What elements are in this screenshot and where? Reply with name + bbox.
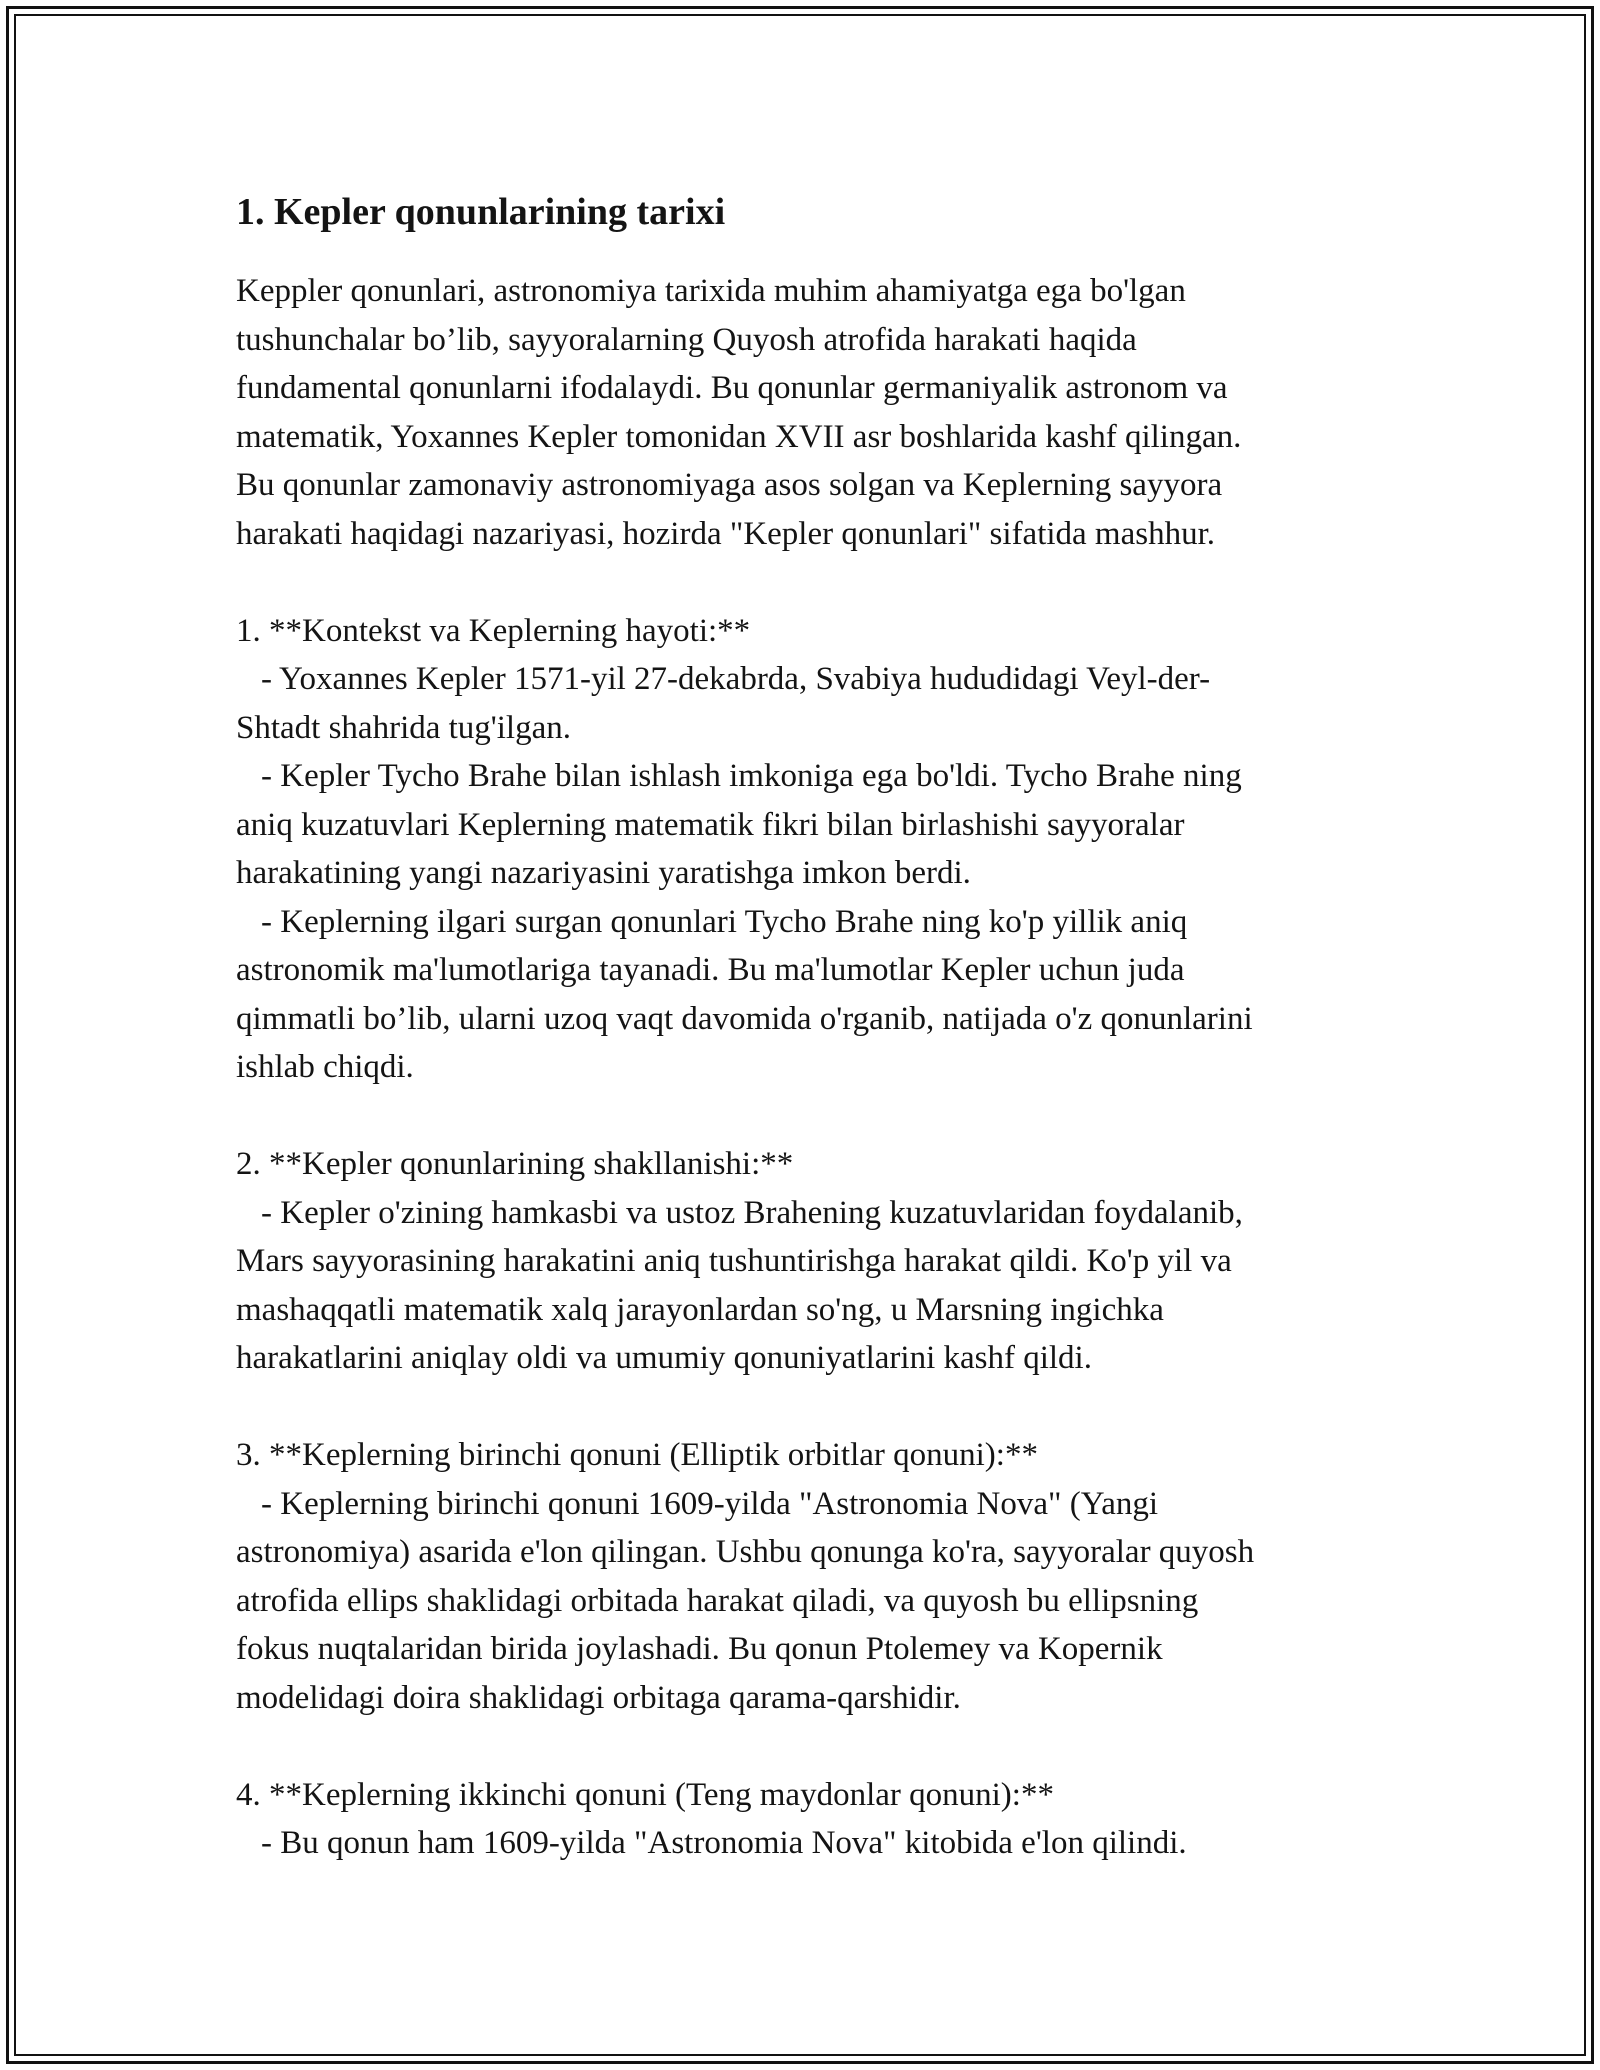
intro-paragraph <box>236 267 1386 558</box>
page-title: 1. Kepler qonunlarining tarixi <box>236 191 726 233</box>
section-formation <box>236 1140 1386 1383</box>
document-body <box>236 185 1386 1868</box>
intro-line: tushunchalar bo’lib, sayyoralarning Quyosh atrofida harakati haqida <box>236 321 1137 358</box>
section-line: - Kepler Tycho Brahe bilan ishlash imkoniga ega bo'ldi. Tycho Brahe ning <box>261 758 1242 794</box>
section-line: astronomiya) asarida e'lon qilingan. Ushbu qonunga ko'ra, sayyoralar quyosh <box>236 1534 1255 1570</box>
section-first-law <box>236 1431 1386 1722</box>
section-line: harakatining yangi nazariyasini yaratishga imkon berdi. <box>236 855 971 891</box>
section-line: - Keplerning ilgari surgan qonunlari Tycho Brahe ning ko'p yillik aniq <box>261 903 1188 940</box>
section-line: - Keplerning birinchi qonuni 1609-yilda "Astronomia Nova" (Yangi <box>261 1485 1159 1522</box>
section-line: aniq kuzatuvlari Keplerning matematik fikri bilan birlashishi sayyoralar <box>236 806 1185 843</box>
section-line: - Yoxannes Kepler 1571-yil 27-dekabrda, Svabiya hududidagi Veyl-der- <box>261 661 1211 697</box>
section-title: 4. **Keplerning ikkinchi qonuni (Teng maydonlar qonuni):** <box>236 1776 1054 1813</box>
section-line: mashaqqatli matematik xalq jarayonlardan so'ng, u Marsning ingichka <box>236 1291 1164 1328</box>
section-line: - Kepler o'zining hamkasbi va ustoz Brahening kuzatuvlaridan foydalanib, <box>261 1194 1243 1231</box>
section-title: 2. **Kepler qonunlarining shakllanishi:** <box>236 1146 794 1182</box>
intro-line: harakati haqidagi nazariyasi, hozirda "Kepler qonunlari" sifatida mashhur. <box>236 515 1216 552</box>
section-line: Shtadt shahrida tug'ilgan. <box>236 709 571 746</box>
section-line: modelidagi doira shaklidagi orbitaga qarama-qarshidir. <box>236 1679 961 1716</box>
section-second-law <box>236 1771 1386 1868</box>
paragraph-gap <box>236 558 1386 607</box>
section-line: atrofida ellips shaklidagi orbitada harakat qiladi, va quyosh bu ellipsning <box>236 1582 1199 1619</box>
section-line: astronomik ma'lumotlariga tayanadi. Bu ma'lumotlar Kepler uchun juda <box>236 952 1185 988</box>
paragraph-gap <box>236 1092 1386 1141</box>
section-line: ishlab chiqdi. <box>236 1049 414 1085</box>
section-title: 1. **Kontekst va Keplerning hayoti:** <box>236 612 751 649</box>
section-context <box>236 607 1386 1092</box>
section-title: 3. **Keplerning birinchi qonuni (Elliptik orbitlar qonuni):** <box>236 1437 1038 1473</box>
section-line: harakatlarini aniqlay oldi va umumiy qonuniyatlarini kashf qildi. <box>236 1340 1092 1376</box>
paragraph-gap <box>236 1383 1386 1432</box>
intro-line: fundamental qonunlarni ifodalaydi. Bu qonunlar germaniyalik astronom va <box>236 370 1228 406</box>
intro-line: Keppler qonunlari, astronomiya tarixida muhim ahamiyatga ega bo'lgan <box>236 273 1186 309</box>
section-line: - Bu qonun ham 1609-yilda "Astronomia Nova" kitobida e'lon qilindi. <box>261 1825 1187 1861</box>
intro-line: Bu qonunlar zamonaviy astronomiyaga asos solgan va Keplerning sayyora <box>236 467 1223 503</box>
section-line: fokus nuqtalaridan birida joylashadi. Bu qonun Ptolemey va Kopernik <box>236 1631 1163 1667</box>
section-line: qimmatli bo’lib, ularni uzoq vaqt davomida o'rganib, natijada o'z qonunlarini <box>236 1000 1253 1037</box>
paragraph-gap <box>236 1722 1386 1771</box>
section-line: Mars sayyorasining harakatini aniq tushuntirishga harakat qildi. Ko'p yil va <box>236 1243 1232 1279</box>
intro-line: matematik, Yoxannes Kepler tomonidan XVII asr boshlarida kashf qilingan. <box>236 418 1242 455</box>
